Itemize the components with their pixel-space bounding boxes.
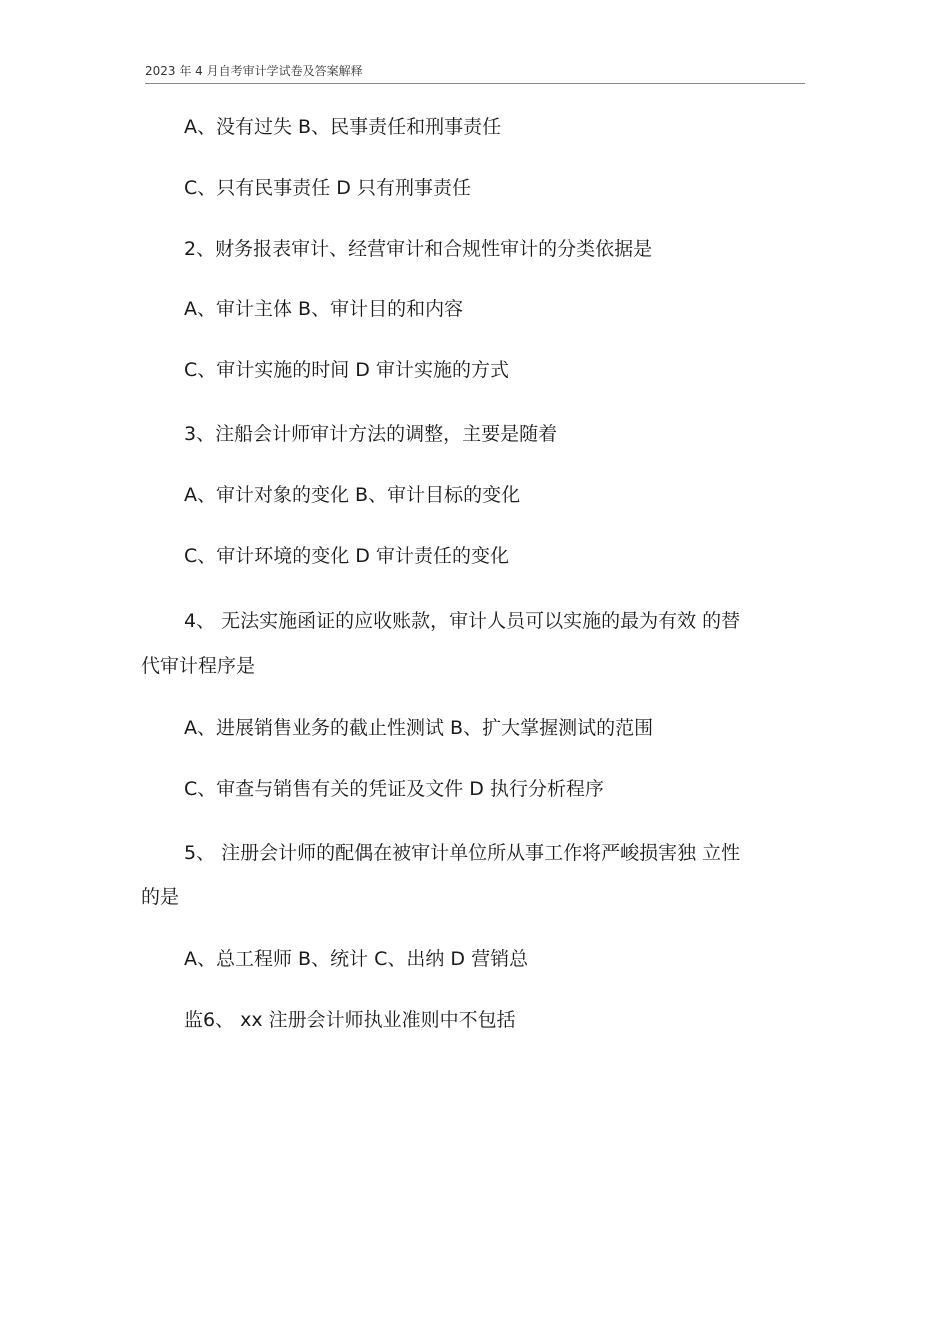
- question-4-line-2: 代审计程序是: [141, 655, 256, 677]
- page-header: [145, 63, 805, 84]
- question-5-line-1: 5、 注册会计师的配偶在被审计单位所从事工作将严峻损害独 立性: [184, 842, 741, 864]
- option-line-q2-cd: C、审计实施的时间 D 审计实施的方式: [184, 359, 509, 381]
- question-4-line-1: 4、 无法实施函证的应收账款，审计人员可以实施的最为有效 的替: [184, 610, 741, 632]
- option-line-q3-cd: C、审计环境的变化 D 审计责任的变化: [184, 545, 509, 567]
- question-5-line-2: 的是: [141, 886, 180, 908]
- question-2: 2、财务报表审计、经营审计和合规性审计的分类依据是: [184, 238, 653, 260]
- option-line-q1-ab: A、没有过失 B、民事责任和刑事责任: [184, 116, 502, 138]
- option-line-q5: A、总工程师 B、统计 C、出纳 D 营销总: [184, 948, 529, 970]
- option-line-q1-cd: C、只有民事责任 D 只有刑事责任: [184, 177, 471, 199]
- option-line-q2-ab: A、审计主体 B、审计目的和内容: [184, 298, 464, 320]
- option-line-q3-ab: A、审计对象的变化 B、审计目标的变化: [184, 484, 521, 506]
- question-3: 3、注船会计师审计方法的调整，主要是随着: [184, 423, 558, 445]
- question-6: 监6、 xx 注册会计师执业准则中不包括: [184, 1009, 516, 1031]
- option-line-q4-cd: C、审查与销售有关的凭证及文件 D 执行分析程序: [184, 778, 604, 800]
- option-line-q4-ab: A、进展销售业务的截止性测试 B、扩大掌握测试的范围: [184, 717, 654, 739]
- header-title: 2023 年 4 月自考审计学试卷及答案解释: [145, 64, 363, 78]
